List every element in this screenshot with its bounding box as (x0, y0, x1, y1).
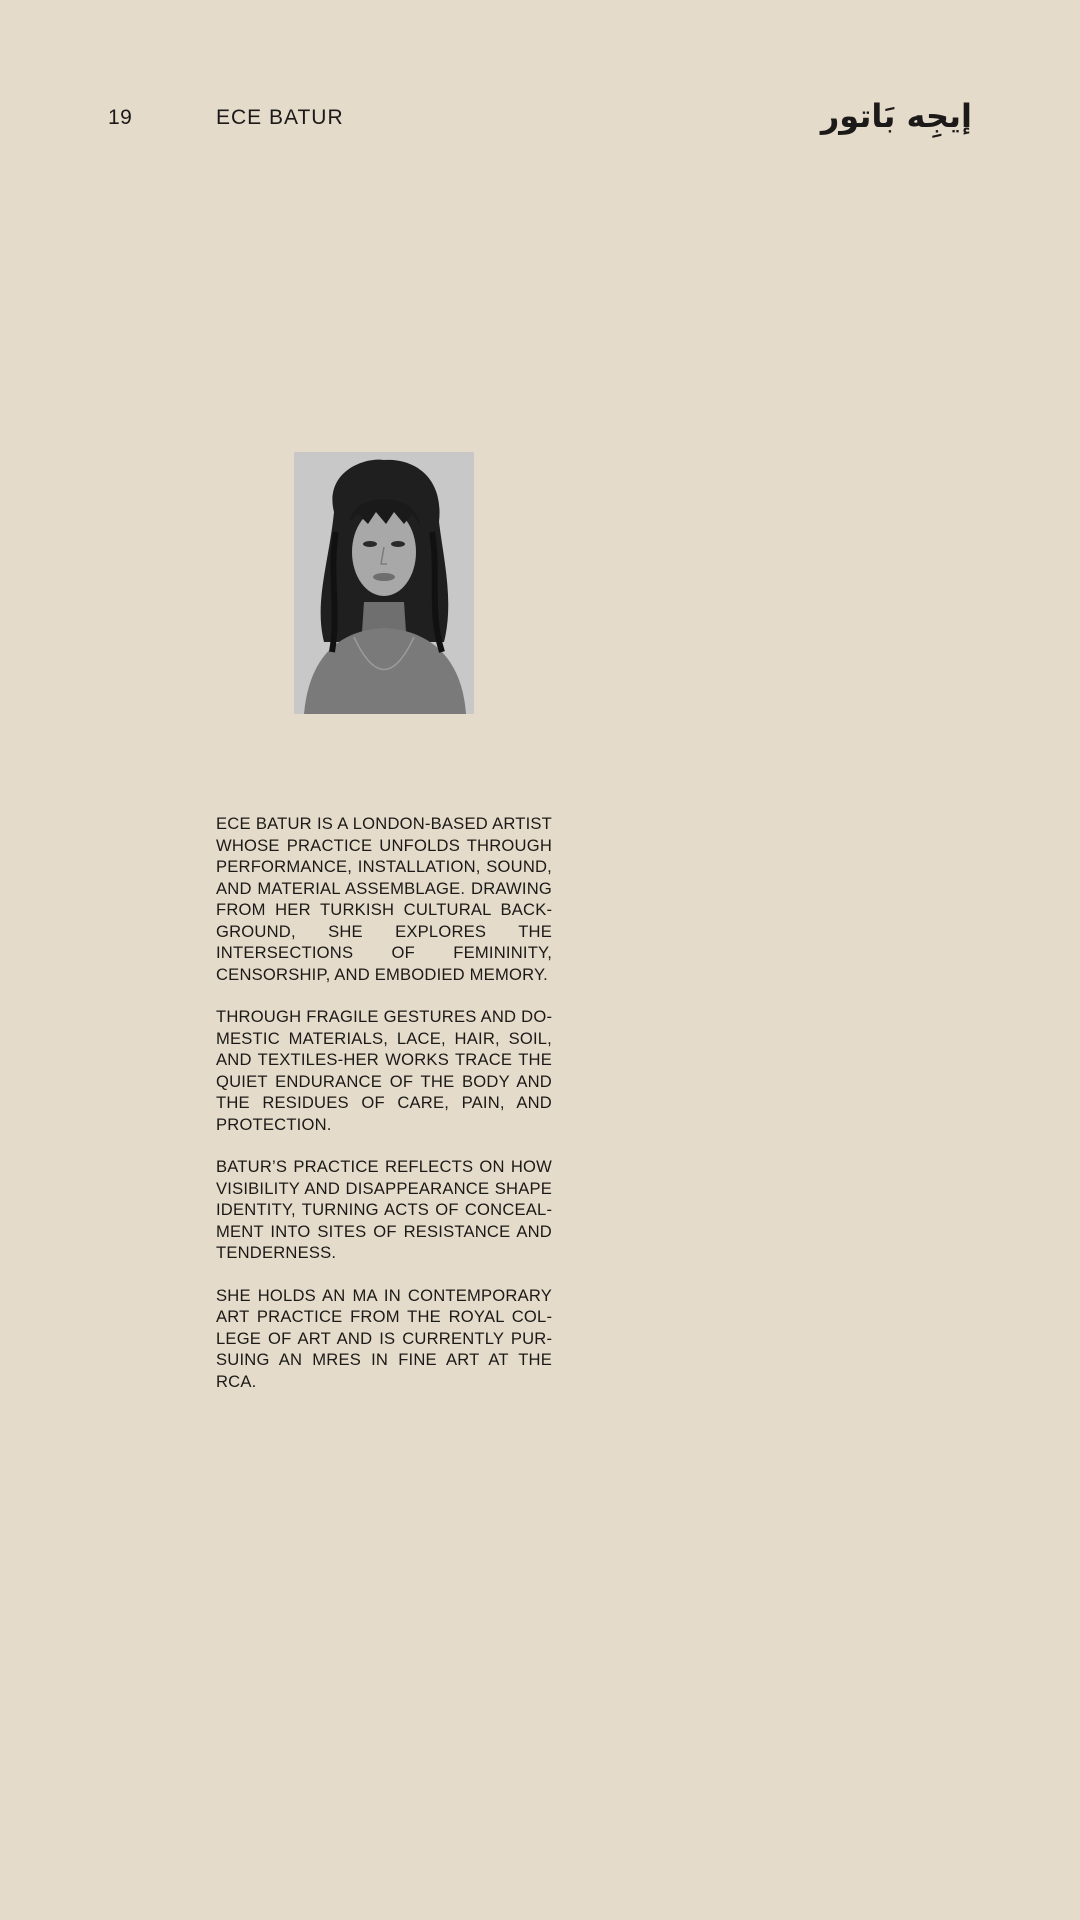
bio-paragraph: SHE HOLDS AN MA IN CONTEMPORARY ART PRACTICE FROM THE ROYAL COLLEGE OF ART AND IS CURRENTLY PURSUING AN MRES IN FINE ART AT THE RCA. (216, 1285, 552, 1391)
bio-paragraph: ECE BATUR IS A LONDON-BASED ARTIST WHOSE PRACTICE UNFOLDS THROUGH PERFORMANCE, INSTALLATION, SOUND, AND MATERIAL ASSEMBLAGE. DRAWING FROM HER TURKISH CULTURAL BACKGROUND, SHE EXPLORES THE INTERSECTIONS OF FEMININITY, CENSORSHIP, AND EMBODIED MEMORY. (216, 814, 552, 984)
artist-bio (216, 813, 552, 1413)
portrait-photo-icon (294, 452, 474, 714)
artist-name-arabic: إيجِه بَاتور (820, 97, 972, 135)
page-number: 19 (108, 106, 133, 129)
artist-portrait (294, 452, 474, 714)
bio-paragraph: THROUGH FRAGILE GESTURES AND DOMESTIC MATERIALS, LACE, HAIR, SOIL, AND TEXTILES-HER WORKS TRACE THE QUIET ENDURANCE OF THE BODY AND THE RESIDUES OF CARE, PAIN, AND PROTECTION. (216, 1007, 552, 1134)
bio-paragraph: BATUR’S PRACTICE REFLECTS ON HOW VISIBILITY AND DISAPPEARANCE SHAPE IDENTITY, TURNING ACTS OF CONCEALMENT INTO SITES OF RESISTANCE AND TENDERNESS. (216, 1157, 552, 1262)
artist-name: ECE BATUR (216, 106, 344, 129)
